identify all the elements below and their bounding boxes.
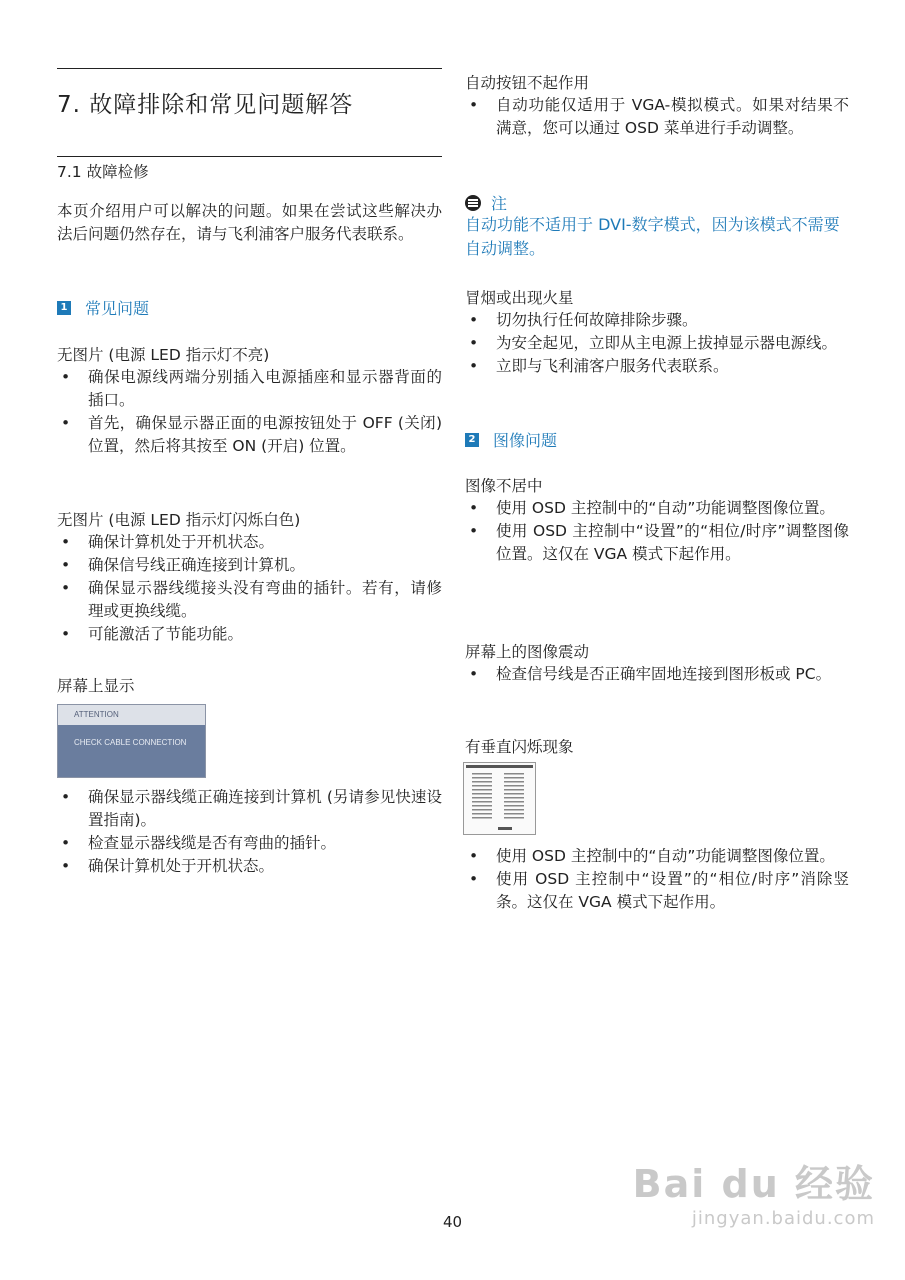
section-number-badge: 1 <box>57 301 71 315</box>
osd-message: CHECK CABLE CONNECTION <box>74 738 187 747</box>
note-text: 自动功能不适用于 DVI-数字模式，因为该模式不需要自动调整。 <box>465 215 840 258</box>
subheading-no-picture-led-off: 无图片 (电源 LED 指示灯不亮) <box>57 346 270 364</box>
chapter-rule <box>57 68 442 69</box>
section-tag-common <box>57 296 149 319</box>
list-item: • 使用 OSD 主控制中的“自动”功能调整图像位置。 <box>465 845 849 868</box>
list-item: • 自动功能仅适用于 VGA-模拟模式。如果对结果不满意，您可以通过 OSD 菜单进行手动调整。 <box>465 94 849 140</box>
flicker-pattern-svg <box>464 763 535 834</box>
list-item: • 切勿执行任何故障排除步骤。 <box>465 309 849 332</box>
section-tag-image <box>465 428 557 451</box>
list-no-picture-led-white <box>57 531 442 646</box>
osd-attention-image <box>57 704 206 778</box>
list-auto-button <box>465 94 849 140</box>
list-not-centered <box>465 497 849 566</box>
note-heading <box>465 191 507 214</box>
subheading-not-centered: 图像不居中 <box>465 477 543 495</box>
chapter-title: 7. 故障排除和常见问题解答 <box>57 92 354 118</box>
list-smoke <box>465 309 849 378</box>
subheading-vertical-flicker: 有垂直闪烁现象 <box>465 738 574 756</box>
section-title: 7.1 故障检修 <box>57 163 149 181</box>
list-item: • 确保计算机处于开机状态。 <box>57 531 442 554</box>
vertical-flicker-pattern-image <box>463 762 536 835</box>
section-rule <box>57 156 442 157</box>
subheading-smoke: 冒烟或出现火星 <box>465 289 574 307</box>
list-item: • 使用 OSD 主控制中的“自动”功能调整图像位置。 <box>465 497 849 520</box>
list-item: • 立即与飞利浦客户服务代表联系。 <box>465 355 849 378</box>
subheading-auto-button: 自动按钮不起作用 <box>465 74 590 92</box>
list-item: • 可能激活了节能功能。 <box>57 623 442 646</box>
watermark-brand: Bai du 经验 <box>632 1162 875 1206</box>
list-item: • 使用 OSD 主控制中“设置”的“相位/时序”调整图像位置。这仅在 VGA 模式下起作用。 <box>465 520 849 566</box>
osd-title: ATTENTION <box>58 705 205 725</box>
list-item: • 确保显示器线缆正确连接到计算机 (另请参见快速设置指南)。 <box>57 786 442 832</box>
watermark-url: jingyan.baidu.com <box>691 1208 875 1229</box>
list-item: • 确保电源线两端分别插入电源插座和显示器背面的插口。 <box>57 366 442 412</box>
list-item: • 为安全起见，立即从主电源上拔掉显示器电源线。 <box>465 332 849 355</box>
list-vertical-flicker <box>465 845 849 914</box>
note-label: 注 <box>491 194 508 213</box>
list-item: • 检查信号线是否正确牢固地连接到图形板或 PC。 <box>465 663 849 686</box>
subheading-no-picture-led-white: 无图片 (电源 LED 指示灯闪烁白色) <box>57 511 301 529</box>
subheading-screen-shows: 屏幕上显示 <box>57 677 135 695</box>
list-item: • 确保计算机处于开机状态。 <box>57 855 442 878</box>
list-screen-shows <box>57 786 442 878</box>
list-item: • 确保显示器线缆接头没有弯曲的插针。若有，请修理或更换线缆。 <box>57 577 442 623</box>
list-item: • 首先，确保显示器正面的电源按钮处于 OFF (关闭) 位置，然后将其按至 ON (开启) 位置。 <box>57 412 442 458</box>
subheading-vibrates: 屏幕上的图像震动 <box>465 643 590 661</box>
list-vibrates <box>465 663 849 686</box>
list-item: • 使用 OSD 主控制中“设置”的“相位/时序”消除竖条。这仅在 VGA 模式下起作用。 <box>465 868 849 914</box>
page-number: 40 <box>442 1213 463 1231</box>
intro-paragraph: 本页介绍用户可以解决的问题。如果在尝试这些解决办法后问题仍然存在，请与飞利浦客户服务代表联系。 <box>57 202 442 243</box>
section-number-badge: 2 <box>465 433 479 447</box>
note-icon <box>465 195 481 211</box>
section-tag-label: 常见问题 <box>85 299 150 318</box>
list-item: • 检查显示器线缆是否有弯曲的插针。 <box>57 832 442 855</box>
list-no-picture-led-off <box>57 366 442 458</box>
list-item: • 确保信号线正确连接到计算机。 <box>57 554 442 577</box>
section-tag-label: 图像问题 <box>493 431 558 450</box>
